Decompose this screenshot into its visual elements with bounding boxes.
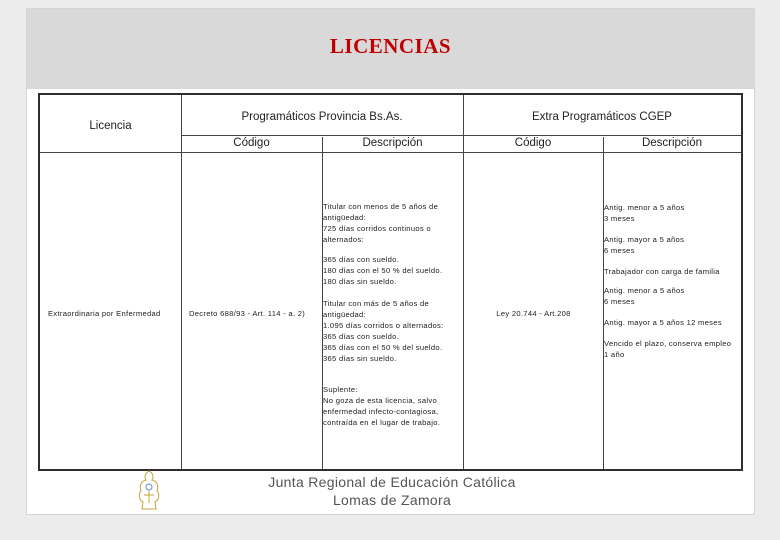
desc-line: antigüedad:	[323, 310, 366, 319]
desc-line: 365 días con sueldo.	[323, 255, 400, 264]
header-licencia: Licencia	[89, 120, 132, 132]
desc-line: Titular con menos de 5 años de	[323, 202, 439, 211]
desc-line: Antig. menor a 5 años	[604, 286, 685, 295]
page-title: LICENCIAS	[329, 34, 452, 58]
footer	[227, 473, 557, 509]
desc-line: Antig. menor a 5 años	[604, 203, 685, 212]
desc-line: 6 meses	[604, 297, 635, 306]
cell-codigo-cgep: Ley 20.744 - Art.208	[496, 309, 571, 318]
cell-descripcion-prov	[323, 201, 461, 428]
footer-line2: Lomas de Zamora	[332, 492, 452, 508]
desc-line: No goza de esta licencia, salvo	[323, 396, 437, 405]
desc-line: Suplente:	[323, 385, 358, 394]
cell-descripcion-cgep	[604, 202, 744, 360]
header-divider	[181, 135, 741, 136]
header-cgep: Extra Programáticos CGEP	[532, 111, 672, 123]
header-divider	[40, 152, 741, 153]
desc-line: Antig. mayor a 5 años	[604, 235, 685, 244]
desc-line: enfermedad infecto-contagiosa,	[323, 407, 439, 416]
cell-licencia: Extraordinaria por Enfermedad	[48, 309, 161, 318]
desc-line: 365 días con el 50 % del sueldo.	[323, 343, 443, 352]
desc-line: Trabajador con carga de familia	[604, 267, 720, 276]
header-codigo-cgep: Código	[514, 137, 552, 149]
desc-line: 725 días corridos continuos o	[323, 224, 431, 233]
desc-line: antigüedad:	[323, 213, 366, 222]
header-codigo-prov: Código	[233, 137, 270, 149]
desc-line: 1 año	[604, 350, 625, 359]
desc-line: Vencido el plazo, conserva empleo	[604, 339, 732, 348]
desc-line: 180 días con el 50 % del sueldo.	[323, 266, 443, 275]
desc-line: 1.095 días corridos o alternados:	[323, 321, 444, 330]
school-logo-icon	[135, 469, 163, 513]
slide	[26, 8, 755, 515]
cell-codigo-prov: Decreto 688/93 - Art. 114 - a. 2)	[189, 309, 306, 318]
desc-line: 365 días con sueldo.	[323, 332, 400, 341]
licencias-table	[38, 93, 743, 471]
desc-line: 180 días sin sueldo.	[323, 277, 397, 286]
desc-line: 3 meses	[604, 214, 635, 223]
header-provincia: Programáticos Provincia Bs.As.	[241, 111, 403, 123]
desc-line: alternados:	[323, 235, 364, 244]
desc-line: Antig. mayor a 5 años 12 meses	[604, 318, 722, 327]
desc-line: Titular con más de 5 años de	[323, 299, 430, 308]
header-descripcion-cgep: Descripción	[641, 137, 703, 149]
desc-line: 6 meses	[604, 246, 635, 255]
header-descripcion-prov: Descripción	[362, 137, 423, 149]
desc-line: contraída en el lugar de trabajo.	[323, 418, 441, 427]
desc-line: 365 días sin sueldo.	[323, 354, 397, 363]
footer-line1: Junta Regional de Educación Católica	[268, 474, 516, 490]
